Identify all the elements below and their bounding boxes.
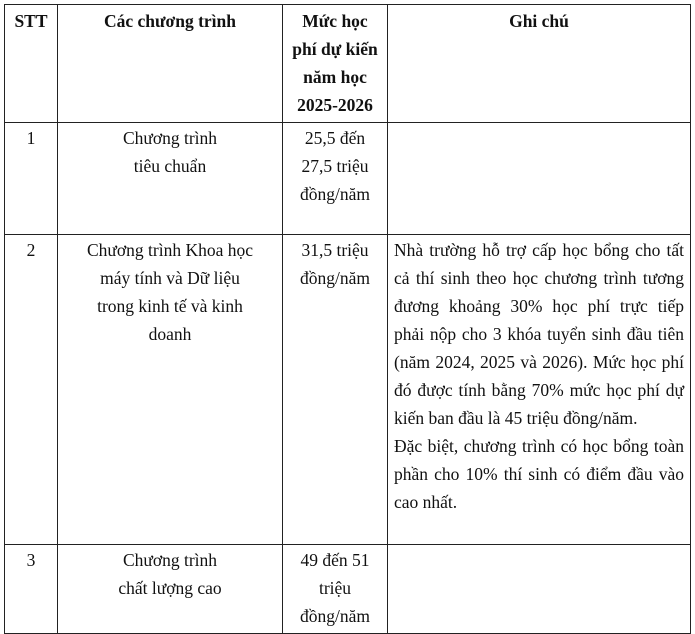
row-note [388, 545, 691, 634]
row-fee: 25,5 đến 27,5 triệu đồng/năm [283, 123, 388, 235]
program-line: tiêu chuẩn [133, 156, 207, 176]
note-paragraph: Đặc biệt, chương trình có học bổng toàn phần cho 10% thí sinh có điểm đầu vào cao nhất. [394, 436, 684, 512]
header-fee: Mức học phí dự kiến năm học 2025-2026 [283, 5, 388, 123]
program-line: máy tính và Dữ liệu [100, 268, 240, 288]
program-line: Chương trình [122, 550, 218, 570]
row-program [58, 235, 283, 545]
note-paragraph: Nhà trường hỗ trợ cấp học bổng cho tất cả thí sinh theo học chương trình tương đương khoảng 30% học phí trực tiếp phải nộp cho 3 khóa tuyển sinh đầu tiên (năm 2024, 2025 và 2026). Mức học phí đó được tính bằng 70% mức học phí dự kiến ban đầu là 45 triệu đồng/năm. [394, 240, 684, 428]
table-row [5, 235, 691, 545]
row-fee: 31,5 triệu đồng/năm [283, 235, 388, 545]
header-stt: STT [5, 5, 58, 123]
row-stt: 2 [5, 235, 58, 545]
header-note: Ghi chú [388, 5, 691, 123]
row-note [388, 235, 691, 545]
row-stt: 3 [5, 545, 58, 634]
program-line: chất lượng cao [118, 578, 222, 598]
tuition-table [4, 4, 691, 634]
row-stt: 1 [5, 123, 58, 235]
table-header-row [5, 5, 691, 123]
program-line: Chương trình [122, 128, 218, 148]
row-program [58, 123, 283, 235]
row-note [388, 123, 691, 235]
program-line: doanh [148, 324, 192, 344]
row-fee: 49 đến 51 triệu đồng/năm [283, 545, 388, 634]
table-row [5, 123, 691, 235]
table-row [5, 545, 691, 634]
header-program: Các chương trình [58, 5, 283, 123]
row-program [58, 545, 283, 634]
program-line: Chương trình Khoa học [86, 240, 253, 260]
program-line: trong kinh tế và kinh [97, 296, 243, 316]
